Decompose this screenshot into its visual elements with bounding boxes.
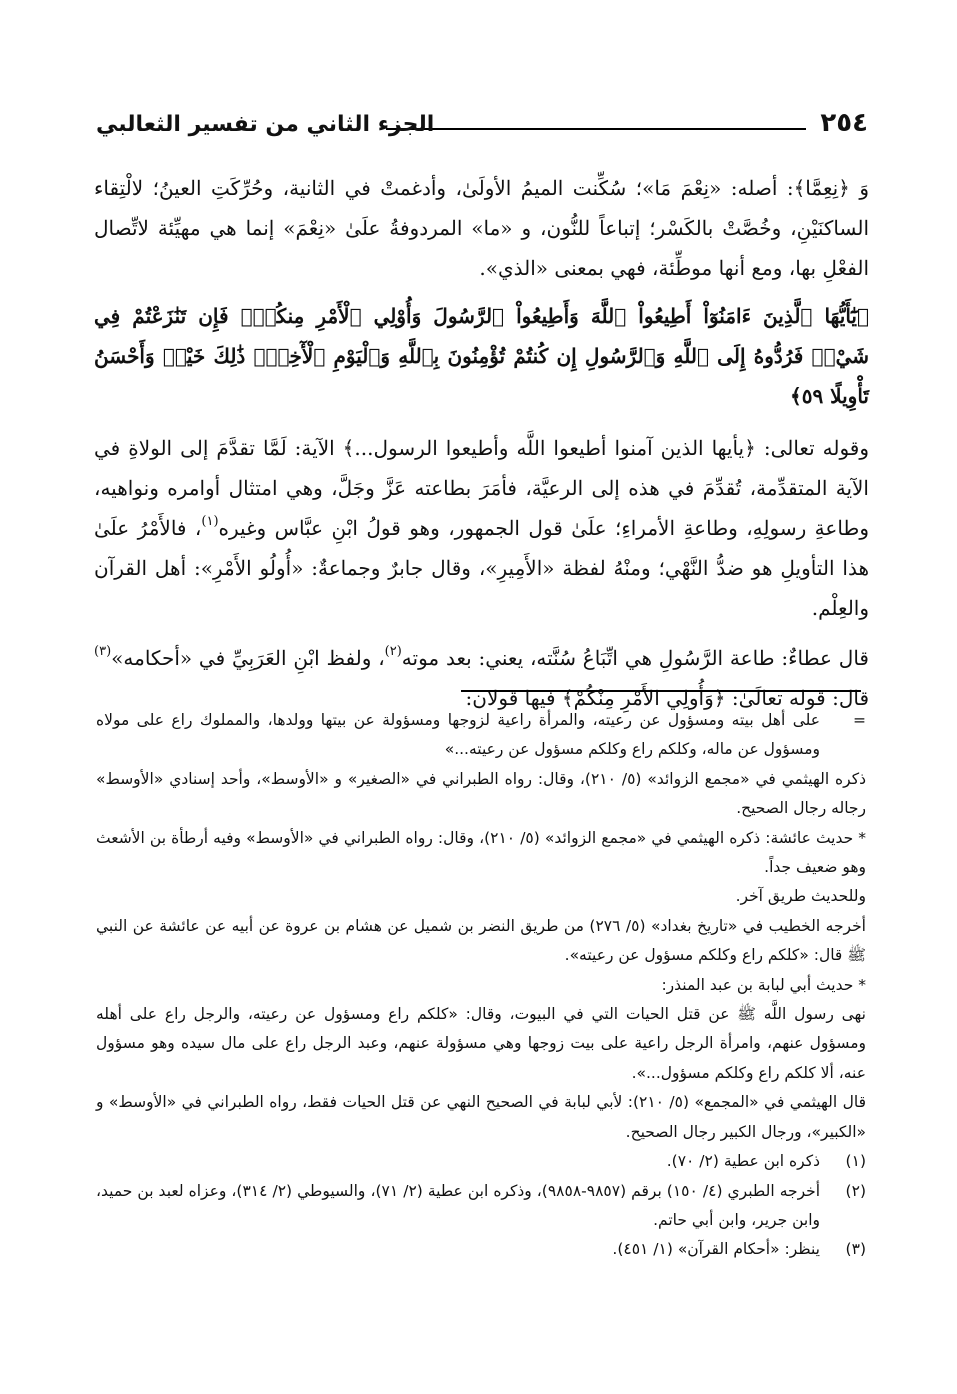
footnote-marker: (١) [845,1152,866,1171]
footnote-ref-1: (١) [201,514,219,529]
ata-text-a: قال عطاءٌ: طاعة الرَّسُولِ هي اتِّبَاعُ سُنَّته، يعني: بعد موته [401,646,869,670]
continuation-text: على أهل بيته ومسؤول عن رعيته، والمرأة راعية لزوجها ومسؤولة عن بيتها وولدها، والمملوك راع على مولاه ومسؤول عن ماله، وكلكم راع وكلكم مسؤول عن رعيته...» [96,711,820,759]
quran-verse: ﴿يَٰٓأَيُّهَا ٱلَّذِينَ ءَامَنُوٓاْ أَطِيعُواْ ٱللَّهَ وَأَطِيعُواْ ٱلرَّسُولَ وَأُوْلِي ٱلْأَمْرِ مِنكُمْۖ فَإِن تَنَٰزَعْتُمْ فِي شَيْءٖ فَرُدُّوهُ إِلَى ٱللَّهِ وَٱلرَّسُولِ إِن كُنتُمْ تُؤْمِنُونَ بِٱللَّهِ وَٱلْيَوْمِ ٱلْأٓخِرِۚ ذَٰلِكَ خَيْرٞ وَأَحْسَنُ تَأْوِيلًا ٥٩﴾ [94,304,869,408]
paragraph-nima: وَ ﴿نِعِمَّا﴾: أصله: «نِعْمَ مَا»؛ سُكِّنت الميمُ الأولَىٰ، وأدغمتْ في الثانية، وحُرِّكَتِ العينُ؛ لالْتِقاء الساكنَيْنِ، وخُصَّتْ بالكَسْر؛ إتباعاً للنُّون، و «ما» المردوفةُ علَىٰ «نِعْمَ» إنما هي مهيِّئة لاتِّصال الفعْلِ بها، ومع أنها موطِّئة، فهي بمعنى «الذي». [94,176,869,280]
footnote-continuation [96,706,866,765]
footnote-marker: (٢) [845,1181,866,1200]
footnotes [96,706,866,1265]
page-header [96,108,868,148]
footnote-line: أخرجه الخطيب في «تاريخ بغداد» (٥/ ٢٧٦) من طريق النضر بن شميل عن هشام بن عروة عن أبيه عن عائشة عن النبي ﷺ قال: «كلكم راع وكلكم مسؤول عن رعيته». [96,916,866,965]
footnote-text: أخرجه الطبري (٤/ ١٥٠) برقم (٩٨٥٧-٩٨٥٨)، وذكره ابن عطية (٢/ ٧١)، والسيوطي (٢/ ٣١٤)، وعزاه لعبد بن حميد، وابن جرير، وابن أبي حاتم. [96,1181,821,1229]
footnote-line: قال الهيثمي في «المجمع» (٥/ ٢١٠): لأبي لبابة في الصحيح النهي عن قتل الحيات فقط، رواه الطبراني في «الأوسط» و «الكبير»، ورجال الكبير رجال الصحيح. [96,1093,866,1141]
commentary-text-a: وقوله تعالى: ﴿يأيها الذين آمنوا أطيعوا اللَّه وأطيعوا الرسول...﴾ الآية: لَمَّا تقدَّمَ إلى الولاةِ في الآية المتقدِّمة، تُقدِّمَ في هذه إلى الرعيَّة، فأمَرَ بطاعته عَزَّ وجَلَّ، وهي امتثال أوامره ونواهيه، وطاعةِ رسولِهِ، وطاعةِ الأمراءِ؛ علَىٰ قول الجمهور، وهو قولُ ابْنِ عبَّاس وغيره [94,436,870,540]
footnote-line: ذكره الهيثمي في «مجمع الزوائد» (٥/ ٢١٠)، وقال: رواه الطبراني في «الصغير» و «الأوسط»، وأحد إسنادي «الأوسط» رجاله رجال الصحيح. [96,769,866,818]
running-title: الجزء الثاني من تفسير الثعالبي [96,112,435,137]
ata-text-c: قال: قوله تعالَىٰ: ﴿وَأُولِي الأَمْرِ مِنْكُمْ﴾ فيها قولان: [465,686,869,710]
continuation-marker: = [853,711,866,729]
footnote-1 [96,1147,866,1176]
footnote-line: * حديث عائشة: ذكره الهيثمي في «مجمع الزوائد» (٥/ ٢١٠)، وقال: رواه الطبراني في «الأوسط» وفيه أرطأة بن الأشعث وهو ضعيف جداً. [96,828,867,877]
footnote-marker: (٣) [845,1240,866,1259]
footnote-line: * حديث أبي لبابة بن عبد المنذر: [661,975,866,994]
ata-text-b: ، ولفظ ابْنِ العَرَبِيِّ في «أحكامه» [111,646,385,670]
main-text [94,168,869,718]
footnote-ref-2: (٢) [384,644,402,659]
footnote-separator [461,690,861,692]
header-rule [386,128,806,130]
footnote-3 [96,1235,866,1264]
footnote-2 [96,1177,866,1236]
paragraph-commentary [94,428,869,628]
footnote-text: ذكره ابن عطية (٢/ ٧٠). [666,1152,820,1171]
footnote-text: ينظر: «أحكام القرآن» (١/ ٤٥١). [612,1240,820,1259]
footnote-ref-3: (٣) [94,644,112,659]
page-number: ٢٥٤ [820,108,868,138]
commentary-text-b: ، فالأَمْرُ علَىٰ هذا التأويلِ هو ضدُّ النَّهْي؛ ومنْهُ لفظة «الأَمِيرِ»، وقال جابرٌ وجماعةٌ: «أُولُو الأَمْرِ»: أهل القرآن والعِلْم. [94,516,869,620]
footnote-line: وللحديث طريق آخر. [735,887,866,906]
footnote-line: نهى رسول اللَّه ﷺ عن قتل الحيات التي في البيوت، وقال: «كلكم راع ومسؤول عن رعيته، والرجل راع على أهله ومسؤول عنهم، وامرأة الرجل راعية على بيت زوجها وهي مسؤولة عنهم، وعبد الرجل راع على مال سيده وهو مسؤول عنه، ألا كلكم راع وكلكم مسؤول...». [96,1005,866,1082]
